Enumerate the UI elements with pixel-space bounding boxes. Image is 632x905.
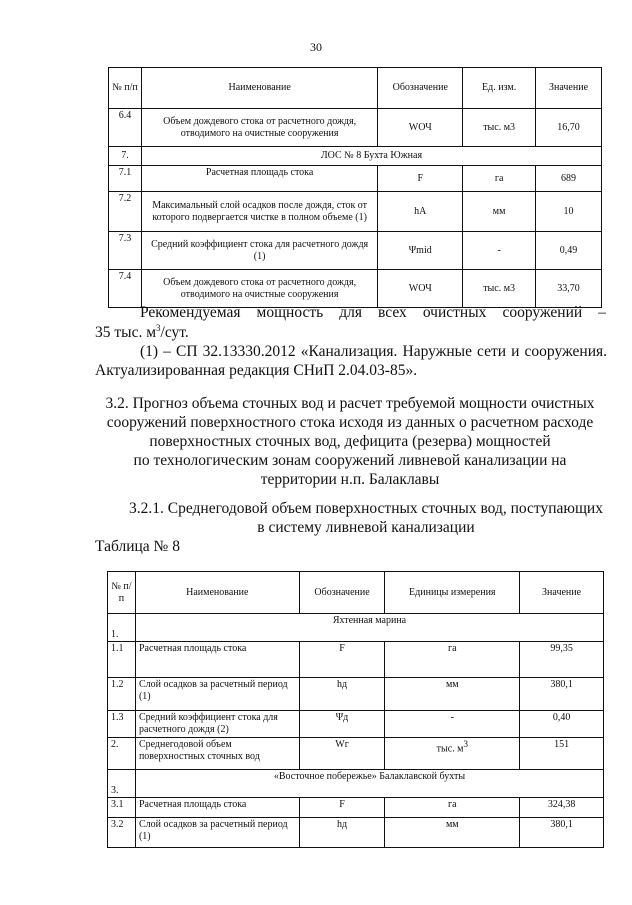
row-num: 3.2 bbox=[108, 818, 136, 848]
row-unit: тыс. м3 bbox=[463, 109, 536, 147]
row-symbol: hд bbox=[299, 678, 385, 711]
row-num: 1.1 bbox=[108, 642, 136, 678]
row-symbol: WОЧ bbox=[378, 270, 463, 308]
table-row bbox=[109, 232, 602, 270]
row-unit: - bbox=[463, 232, 536, 270]
header-symbol: Обозначение bbox=[299, 572, 385, 614]
row-unit: га bbox=[385, 642, 520, 678]
row-symbol: F bbox=[378, 166, 463, 192]
header-value: Значение bbox=[520, 572, 604, 614]
header-value: Значение bbox=[536, 68, 602, 109]
heading-line: в систему ливневой канализации bbox=[257, 518, 475, 536]
recommend-capacity-sup: 3 bbox=[156, 323, 161, 333]
recommend-line-2 bbox=[95, 323, 395, 343]
row-name: Слой осадков за расчетный период (1) bbox=[135, 818, 299, 848]
table-row bbox=[109, 270, 602, 308]
header-symbol: Обозначение bbox=[378, 68, 463, 109]
table-row bbox=[108, 642, 604, 678]
row-unit: - bbox=[385, 711, 520, 738]
table-section-row bbox=[108, 614, 604, 642]
footnote-sp: (1) – СП 32.13330.2012 «Канализация. Наружные сети и сооружения. Актуализированная редакция СНиП 2.04.03-85». bbox=[95, 343, 607, 379]
row-name: Объем дождевого стока от расчетного дождя, отводимого на очистные сооружения bbox=[141, 109, 377, 147]
table-row bbox=[108, 711, 604, 738]
subsection-heading-3-2-1 bbox=[125, 500, 607, 538]
section-title: «Восточное побережье» Балаклавской бухты bbox=[135, 770, 603, 798]
heading-line: территории н.п. Балаклавы bbox=[260, 470, 440, 488]
row-num: 6.4 bbox=[109, 109, 142, 147]
page-number: 30 bbox=[310, 40, 322, 54]
row-symbol: hд bbox=[299, 818, 385, 848]
row-num: 7.4 bbox=[109, 270, 142, 308]
row-symbol: Ψд bbox=[299, 711, 385, 738]
heading-line: поверхностных сточных вод, дефицита (резерва) мощностей bbox=[149, 432, 551, 450]
row-name: Средний коэффициент стока для расчетного дождя (2) bbox=[135, 711, 299, 738]
header-name: Наименование bbox=[135, 572, 299, 614]
row-name: Расчетная площадь стока bbox=[141, 166, 377, 192]
row-unit: мм bbox=[463, 192, 536, 232]
row-value: 0,40 bbox=[520, 711, 604, 738]
table-section-row bbox=[108, 770, 604, 798]
row-value: 16,70 bbox=[536, 109, 602, 147]
row-value: 689 bbox=[536, 166, 602, 192]
table-row bbox=[108, 818, 604, 848]
row-unit: мм bbox=[385, 678, 520, 711]
row-name: Слой осадков за расчетный период (1) bbox=[135, 678, 299, 711]
row-num: 7.1 bbox=[109, 166, 142, 192]
row-num: 1.2 bbox=[108, 678, 136, 711]
row-symbol: Ψmid bbox=[378, 232, 463, 270]
row-name: Максимальный слой осадков после дождя, сток от которого подвергается чистке в полном объеме (1) bbox=[141, 192, 377, 232]
row-unit: га bbox=[463, 166, 536, 192]
row-symbol: F bbox=[299, 798, 385, 818]
table-caption: Таблица № 8 bbox=[95, 538, 180, 555]
table-header-row bbox=[109, 68, 602, 109]
row-unit: тыс. м3 bbox=[463, 270, 536, 308]
row-name: Расчетная площадь стока bbox=[135, 798, 299, 818]
row-value: 99,35 bbox=[520, 642, 604, 678]
unit-sup: 3 bbox=[463, 739, 468, 749]
table-1 bbox=[108, 67, 602, 308]
section-title: ЛОС № 8 Бухта Южная bbox=[141, 147, 601, 166]
row-value: 151 bbox=[520, 738, 604, 770]
heading-line: сооружений поверхностного стока исходя из данных о расчетном расходе bbox=[106, 413, 594, 431]
recommend-capacity-unit: /сут. bbox=[160, 324, 189, 342]
row-symbol: hA bbox=[378, 192, 463, 232]
row-num: 3.1 bbox=[108, 798, 136, 818]
row-value: 33,70 bbox=[536, 270, 602, 308]
heading-line: 3.2. Прогноз объема сточных вод и расчет требуемой мощности очистных bbox=[105, 395, 595, 412]
header-name: Наименование bbox=[141, 68, 377, 109]
row-symbol: Wг bbox=[299, 738, 385, 770]
row-value: 10 bbox=[536, 192, 602, 232]
row-name: Объем дождевого стока от расчетного дождя, отводимого на очистные сооружения bbox=[141, 270, 377, 308]
row-name: Средний коэффициент стока для расчетного дождя (1) bbox=[141, 232, 377, 270]
row-value: 324,38 bbox=[520, 798, 604, 818]
row-value: 0,49 bbox=[536, 232, 602, 270]
row-num: 7.2 bbox=[109, 192, 142, 232]
table-row bbox=[108, 678, 604, 711]
row-name: Среднегодовой объем поверхностных сточных вод bbox=[135, 738, 299, 770]
table-row bbox=[109, 166, 602, 192]
header-unit: Единицы измерения bbox=[385, 572, 520, 614]
row-unit: га bbox=[385, 798, 520, 818]
table-row bbox=[108, 798, 604, 818]
unit-text: тыс. м bbox=[436, 743, 464, 755]
section-title: Яхтенная марина bbox=[135, 614, 603, 642]
section-heading-3-2 bbox=[95, 395, 605, 490]
row-num: 1.3 bbox=[108, 711, 136, 738]
row-value: 380,1 bbox=[520, 818, 604, 848]
table-8 bbox=[107, 571, 604, 848]
table-section-row bbox=[109, 147, 602, 166]
recommend-capacity: 35 тыс. м bbox=[95, 324, 157, 342]
row-num: 2. bbox=[108, 738, 136, 770]
heading-line: по технологическим зонам сооружений ливневой канализации на bbox=[133, 451, 567, 469]
row-num: 7. bbox=[109, 147, 142, 166]
table-row bbox=[109, 192, 602, 232]
table-header-row bbox=[108, 572, 604, 614]
row-symbol: F bbox=[299, 642, 385, 678]
row-num: 7.3 bbox=[109, 232, 142, 270]
row-symbol: WОЧ bbox=[378, 109, 463, 147]
header-num: № п/п bbox=[109, 68, 142, 109]
heading-line: 3.2.1. Среднегодовой объем поверхностных сточных вод, поступающих bbox=[129, 500, 603, 517]
row-value: 380,1 bbox=[520, 678, 604, 711]
header-unit: Ед. изм. bbox=[463, 68, 536, 109]
header-num: № п/п bbox=[108, 572, 136, 614]
row-num: 3. bbox=[108, 770, 136, 798]
row-num: 1. bbox=[108, 614, 136, 642]
table-row bbox=[108, 738, 604, 770]
recommend-line-1: Рекомендуемая мощность для всех очистных сооружений – bbox=[140, 304, 606, 321]
row-name: Расчетная площадь стока bbox=[135, 642, 299, 678]
row-unit: мм bbox=[385, 818, 520, 848]
table-row bbox=[109, 109, 602, 147]
row-unit bbox=[385, 738, 520, 770]
